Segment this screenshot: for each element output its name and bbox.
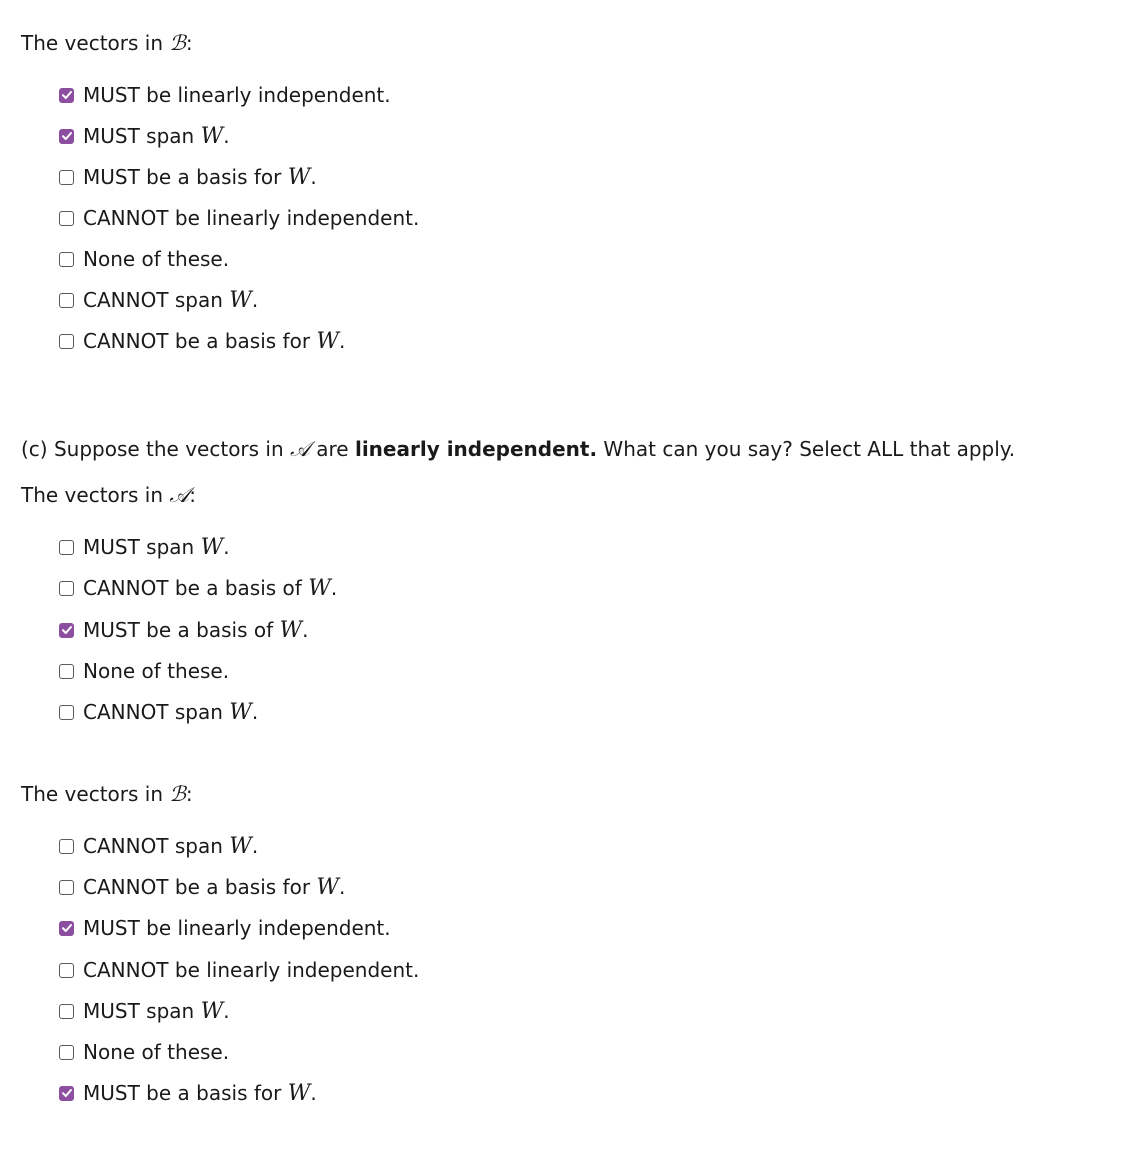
set-symbol-a: 𝒜 — [290, 437, 310, 461]
checkbox-unchecked[interactable] — [59, 211, 74, 226]
checkbox-unchecked[interactable] — [59, 1045, 74, 1060]
question-text: What can you say? Select ALL that apply. — [597, 437, 1016, 461]
checkbox-option[interactable] — [58, 657, 229, 685]
option-period: . — [251, 700, 259, 724]
option-period: . — [330, 576, 338, 600]
math-variable: W — [316, 328, 340, 354]
option-label: CANNOT span — [83, 288, 230, 312]
option-label: CANNOT span — [83, 834, 230, 858]
checkbox-checked[interactable] — [59, 88, 74, 103]
checkbox-option[interactable] — [58, 914, 391, 942]
heading-colon: : — [185, 31, 193, 55]
question-text: are — [309, 437, 355, 461]
checkmark-icon — [61, 130, 73, 142]
option-label: CANNOT span — [83, 700, 230, 724]
checkbox-option[interactable] — [58, 956, 419, 984]
section-b1-heading — [21, 29, 193, 57]
math-variable: W — [200, 998, 224, 1024]
option-label: MUST be a basis for — [83, 1081, 288, 1105]
option-period: . — [339, 329, 346, 353]
checkbox-unchecked[interactable] — [59, 293, 74, 308]
set-symbol-b: ℬ — [169, 782, 186, 806]
checkbox-option[interactable] — [58, 245, 229, 273]
math-variable: W — [316, 874, 340, 900]
section-a-heading — [21, 481, 196, 509]
option-label: CANNOT be a basis for — [83, 875, 317, 899]
option-period: . — [223, 999, 230, 1023]
option-label: MUST span — [83, 124, 201, 148]
checkbox-unchecked[interactable] — [59, 252, 74, 267]
set-symbol-a: 𝒜 — [169, 483, 190, 507]
checkbox-option[interactable] — [58, 81, 391, 109]
checkbox-option[interactable] — [58, 204, 419, 232]
option-period: . — [251, 834, 259, 858]
option-period: . — [223, 535, 230, 559]
checkbox-unchecked[interactable] — [59, 170, 74, 185]
math-variable: W — [200, 123, 224, 149]
checkbox-unchecked[interactable] — [59, 664, 74, 679]
checkbox-option[interactable] — [58, 122, 230, 150]
checkbox-unchecked[interactable] — [59, 581, 74, 596]
math-variable: W — [229, 833, 252, 859]
option-label: CANNOT be linearly independent. — [83, 958, 420, 982]
checkbox-option[interactable] — [58, 1038, 229, 1066]
option-label: MUST be a basis for — [83, 165, 288, 189]
option-label: CANNOT be linearly independent. — [83, 206, 420, 230]
option-label: MUST span — [83, 999, 201, 1023]
math-variable: W — [279, 617, 303, 643]
option-label: None of these. — [83, 659, 230, 683]
checkbox-option[interactable] — [58, 698, 258, 726]
checkmark-icon — [61, 922, 73, 934]
checkbox-option[interactable] — [58, 1079, 317, 1107]
math-variable: W — [287, 1080, 311, 1106]
checkbox-unchecked[interactable] — [59, 880, 74, 895]
question-emphasis: linearly independent. — [354, 437, 598, 461]
option-label: MUST be linearly independent. — [83, 916, 391, 940]
checkbox-option[interactable] — [58, 163, 317, 191]
checkbox-checked[interactable] — [59, 623, 74, 638]
section-b2-heading — [21, 780, 193, 808]
checkbox-option[interactable] — [58, 327, 345, 355]
checkmark-icon — [61, 624, 73, 636]
option-label: CANNOT be a basis for — [83, 329, 317, 353]
option-label: MUST be a basis of — [83, 618, 280, 642]
math-variable: W — [287, 164, 311, 190]
checkbox-checked[interactable] — [59, 921, 74, 936]
checkbox-unchecked[interactable] — [59, 1004, 74, 1019]
checkbox-unchecked[interactable] — [59, 540, 74, 555]
set-symbol-b: ℬ — [169, 31, 186, 55]
option-period: . — [251, 288, 259, 312]
option-period: . — [339, 875, 346, 899]
option-period: . — [223, 124, 230, 148]
heading-colon: : — [185, 782, 193, 806]
math-variable: W — [200, 534, 224, 560]
heading-colon: : — [189, 483, 196, 507]
math-variable: W — [308, 575, 331, 601]
option-label: MUST span — [83, 535, 201, 559]
option-period: . — [302, 618, 309, 642]
checkmark-icon — [61, 1087, 73, 1099]
checkbox-option[interactable] — [58, 574, 337, 602]
checkbox-option[interactable] — [58, 533, 230, 561]
option-label: MUST be linearly independent. — [83, 83, 391, 107]
option-label: CANNOT be a basis of — [83, 576, 309, 600]
checkbox-checked[interactable] — [59, 129, 74, 144]
checkbox-unchecked[interactable] — [59, 963, 74, 978]
option-period: . — [310, 1081, 317, 1105]
checkbox-option[interactable] — [58, 286, 258, 314]
option-label: None of these. — [83, 1040, 230, 1064]
math-variable: W — [229, 287, 252, 313]
checkbox-unchecked[interactable] — [59, 705, 74, 720]
heading-text: The vectors in — [21, 782, 170, 806]
checkbox-unchecked[interactable] — [59, 839, 74, 854]
checkbox-option[interactable] — [58, 832, 258, 860]
question-c-prompt — [21, 435, 1015, 463]
checkbox-checked[interactable] — [59, 1086, 74, 1101]
checkbox-option[interactable] — [58, 997, 230, 1025]
question-text: (c) Suppose the vectors in — [21, 437, 291, 461]
checkbox-unchecked[interactable] — [59, 334, 74, 349]
math-variable: W — [229, 699, 252, 725]
option-period: . — [310, 165, 317, 189]
checkmark-icon — [61, 89, 73, 101]
option-label: None of these. — [83, 247, 230, 271]
heading-text: The vectors in — [21, 483, 170, 507]
checkbox-option[interactable] — [58, 873, 345, 901]
heading-text: The vectors in — [21, 31, 170, 55]
checkbox-option[interactable] — [58, 616, 308, 644]
